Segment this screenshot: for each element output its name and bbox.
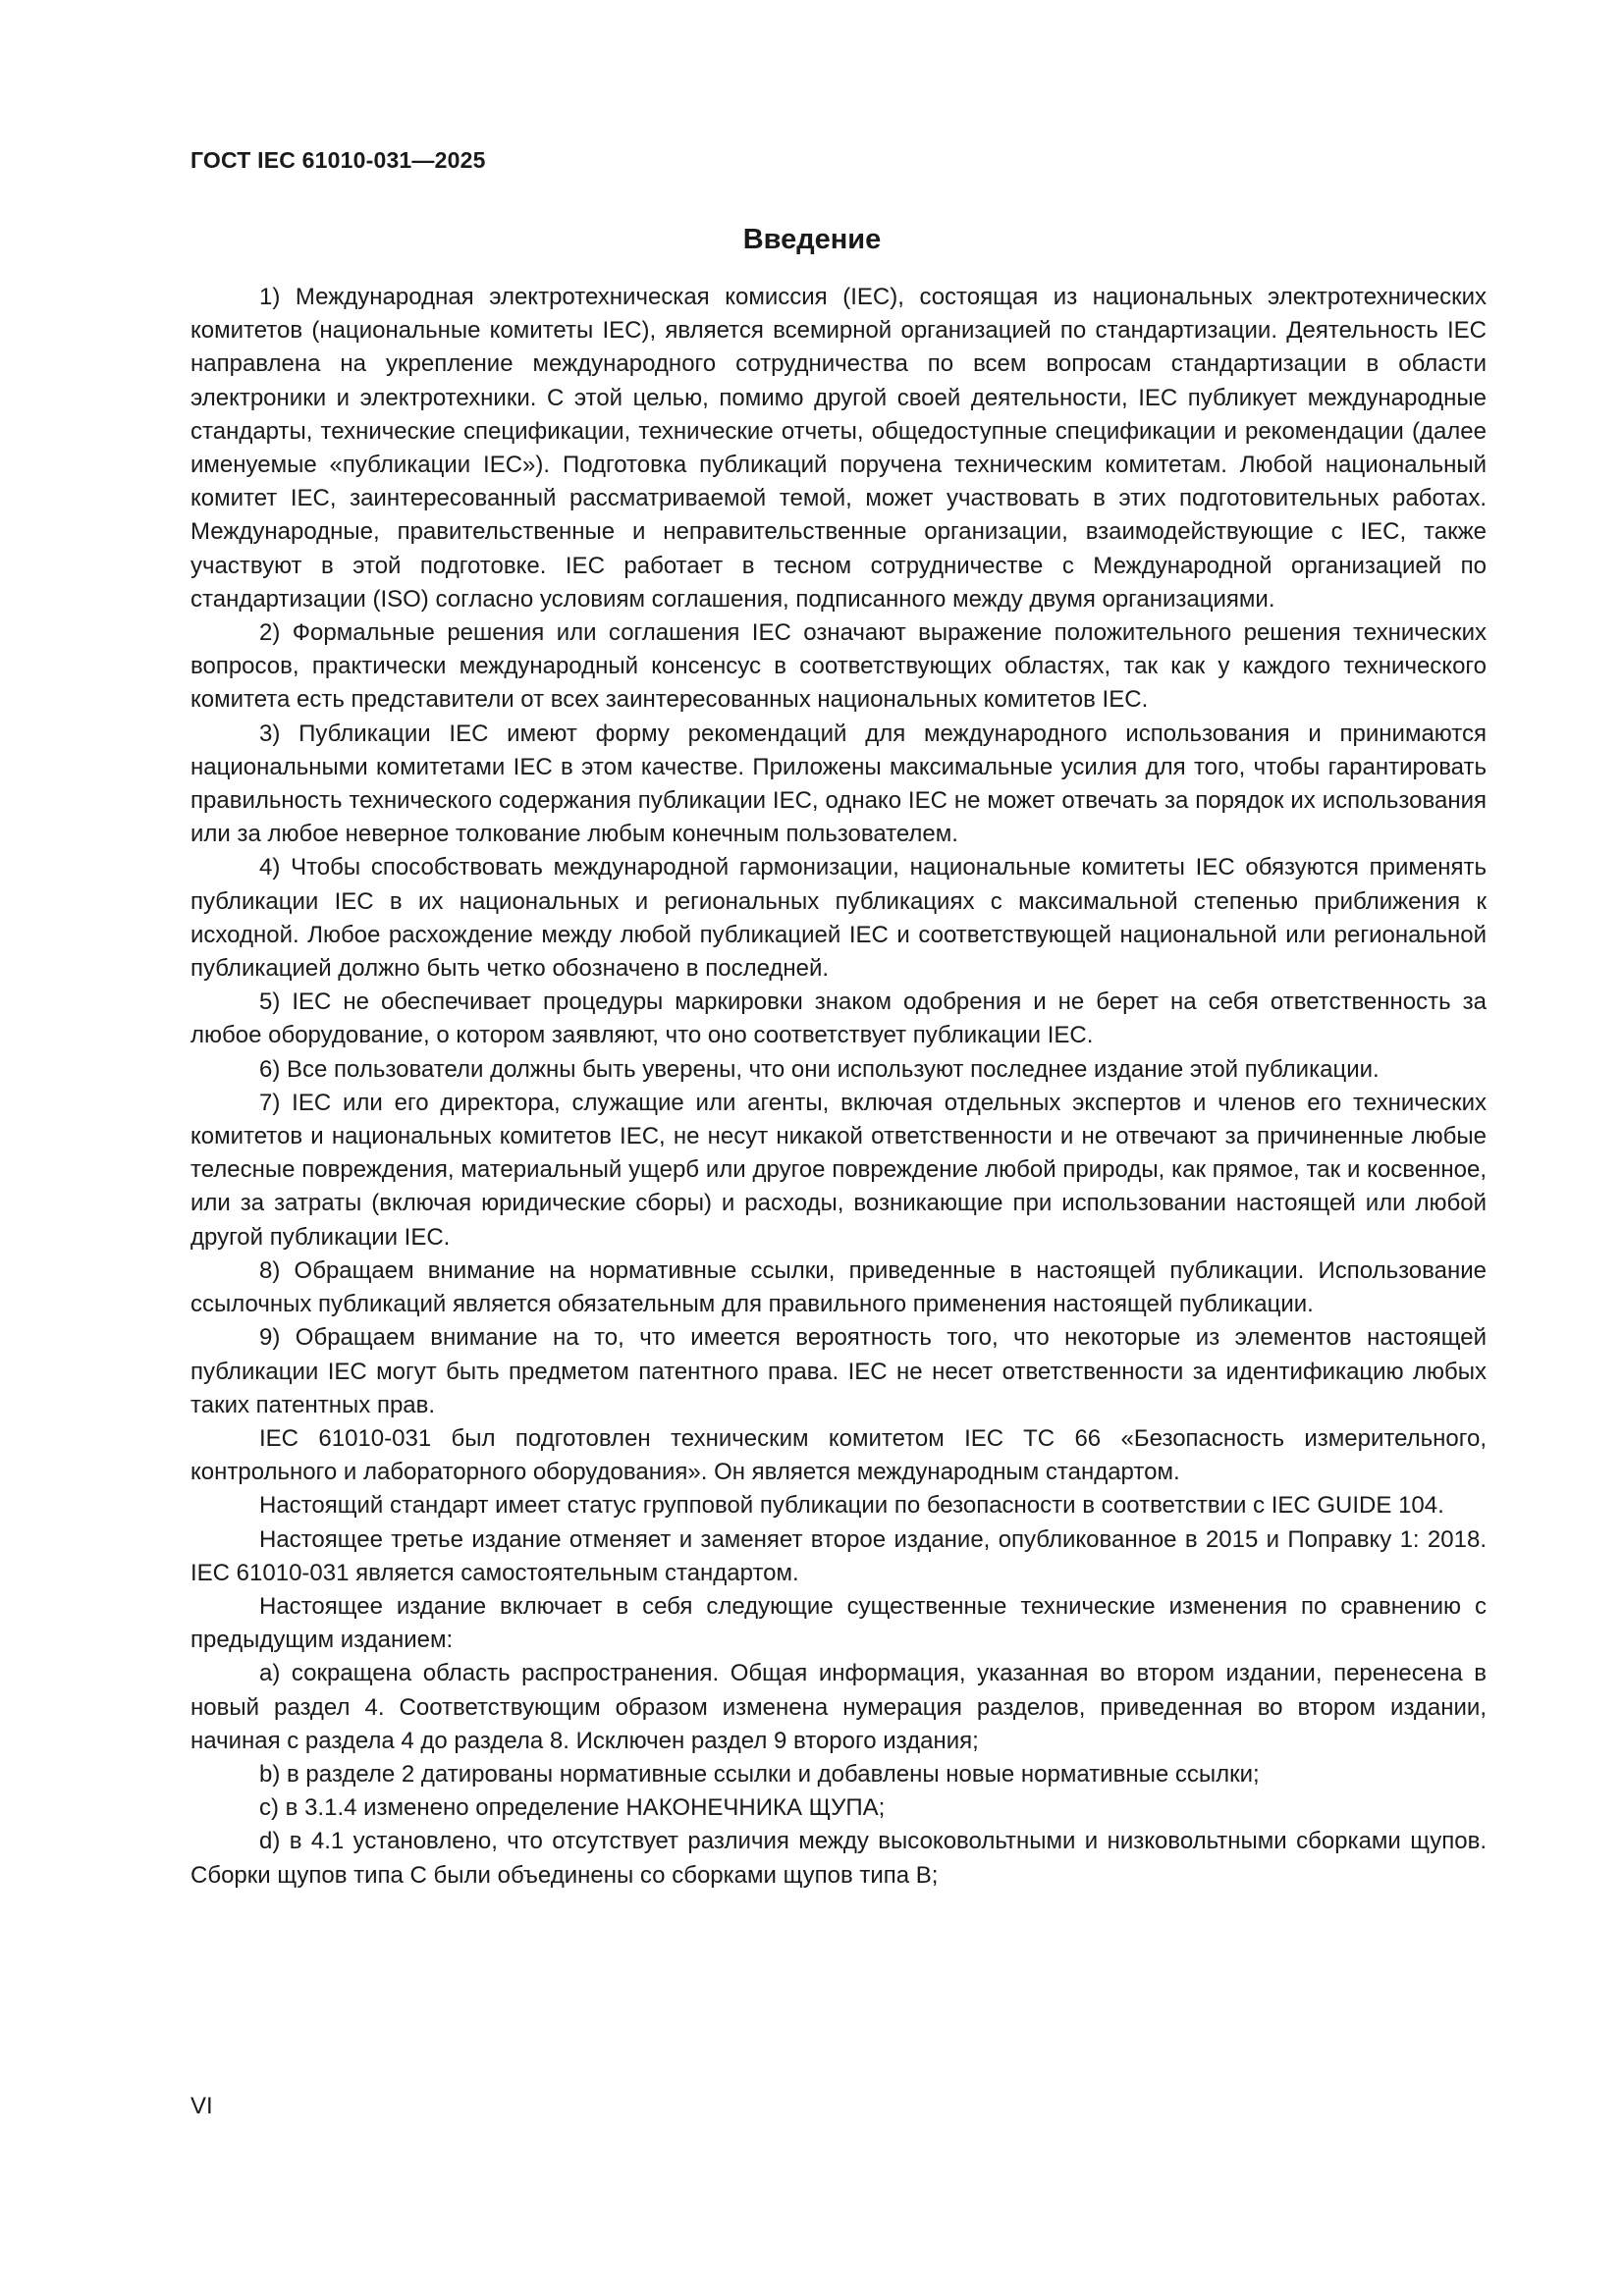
paragraph-6: 6) Все пользователи должны быть уверены, что они используют последнее издание этой публикации.	[259, 1055, 1380, 1083]
paragraph-2: 2) Формальные решения или соглашения IEC означают выражение положительного решения технических вопросов, практически международный консенсус в соответствующих областях, так как у каждого технического комитета есть представители от всех заинтересованных национальных комитетов IEC.	[190, 619, 1487, 714]
list-item-b: b) в разделе 2 датированы нормативные ссылки и добавлены новые нормативные ссылки;	[259, 1760, 1260, 1788]
paragraph-1: 1) Международная электротехническая комиссия (IEC), состоящая из национальных электротехнических комитетов (национальные комитеты IEC), является всемирной организацией по стандартизации. Деятельность IEC направлена на укрепление международного сотрудничества по всем вопросам стандартизации в области электроники и электротехники. С этой целью, помимо другой своей деятельности, IEC публикует международные стандарты, технические спецификации, технические отчеты, общедоступные спецификации и рекомендации (далее именуемые «публикации IEC»). Подготовка публикаций поручена техническим комитетам. Любой национальный комитет IEC, заинтересованный рассматриваемой темой, может участвовать в этих подготовительных работах. Международные, правительственные и неправительственные организации, взаимодействующие с IEC, также участвуют в этой подготовке. IEC работает в тесном сотрудничестве с Международной организацией по стандартизации (ISO) согласно условиям соглашения, подписанного между двумя организациями.	[190, 284, 1487, 613]
paragraph-4: 4) Чтобы способствовать международной гармонизации, национальные комитеты IEC обязуются применять публикации IEC в их национальных и региональных публикациях с максимальной степенью приближения к исходной. Любое расхождение между любой публикацией IEC и соответствующей национальной или региональной публикацией должно быть четко обозначено в последней.	[190, 854, 1487, 983]
paragraph-third-edition: Настоящее третье издание отменяет и заменяет второе издание, опубликованное в 2015 и Поправку 1: 2018. IEC 61010-031 является самостоятельным стандартом.	[190, 1525, 1487, 1586]
paragraph-5: 5) IEC не обеспечивает процедуры маркировки знаком одобрения и не берет на себя ответственность за любое оборудование, о котором заявляют, что оно соответствует публикации IEC.	[190, 988, 1487, 1049]
document-designation: ГОСТ IEC 61010-031—2025	[190, 147, 486, 173]
page-number: VI	[190, 2093, 213, 2119]
paragraph-guide104: Настоящий стандарт имеет статус групповой публикации по безопасности в соответствии с IEC GUIDE 104.	[259, 1492, 1444, 1520]
section-title: Введение	[742, 224, 882, 255]
paragraph-8: 8) Обращаем внимание на нормативные ссылки, приведенные в настоящей публикации. Использование ссылочных публикаций является обязательным для правильного применения настоящей публикации.	[190, 1256, 1487, 1318]
paragraph-9: 9) Обращаем внимание на то, что имеется вероятность того, что некоторые из элементов настоящей публикации IEC могут быть предметом патентного права. IEC не несет ответственности за идентификацию любых таких патентных прав.	[190, 1324, 1487, 1418]
list-item-c: c) в 3.1.4 изменено определение НАКОНЕЧНИКА ЩУПА;	[259, 1794, 886, 1822]
paragraph-changes-intro: Настоящее издание включает в себя следующие существенные технические изменения по сравнению с предыдущим изданием:	[190, 1592, 1487, 1654]
body-text	[190, 281, 1487, 1893]
paragraph-3: 3) Публикации IEC имеют форму рекомендаций для международного использования и принимаются национальными комитетами IEC в этом качестве. Приложены максимальные усилия для того, чтобы гарантировать правильность технического содержания публикации IEC, однако IEC не может отвечать за порядок их использования или за любое неверное толкование любым конечным пользователем.	[190, 720, 1487, 848]
paragraph-tc66: IEC 61010-031 был подготовлен техническим комитетом IEC TC 66 «Безопасность измерительного, контрольного и лабораторного оборудования». Он является международным стандартом.	[190, 1424, 1487, 1486]
list-item-a: a) сокращена область распространения. Общая информация, указанная во втором издании, перенесена в новый раздел 4. Соответствующим образом изменена нумерация разделов, приведенная во втором издании, начиная с раздела 4 до раздела 8. Исключен раздел 9 второго издания;	[190, 1660, 1487, 1754]
paragraph-7: 7) IEC или его директора, служащие или агенты, включая отдельных экспертов и членов его технических комитетов и национальных комитетов IEC, не несут никакой ответственности и не отвечают за причиненные любые телесные повреждения, материальный ущерб или другое повреждение любой природы, как прямое, так и косвенное, или за затраты (включая юридические сборы) и расходы, возникающие при использовании настоящей или любой другой публикации IEC.	[190, 1089, 1487, 1251]
list-item-d: d) в 4.1 установлено, что отсутствует различия между высоковольтными и низковольтными сборками щупов. Сборки щупов типа С были объединены со сборками щупов типа В;	[190, 1828, 1487, 1889]
